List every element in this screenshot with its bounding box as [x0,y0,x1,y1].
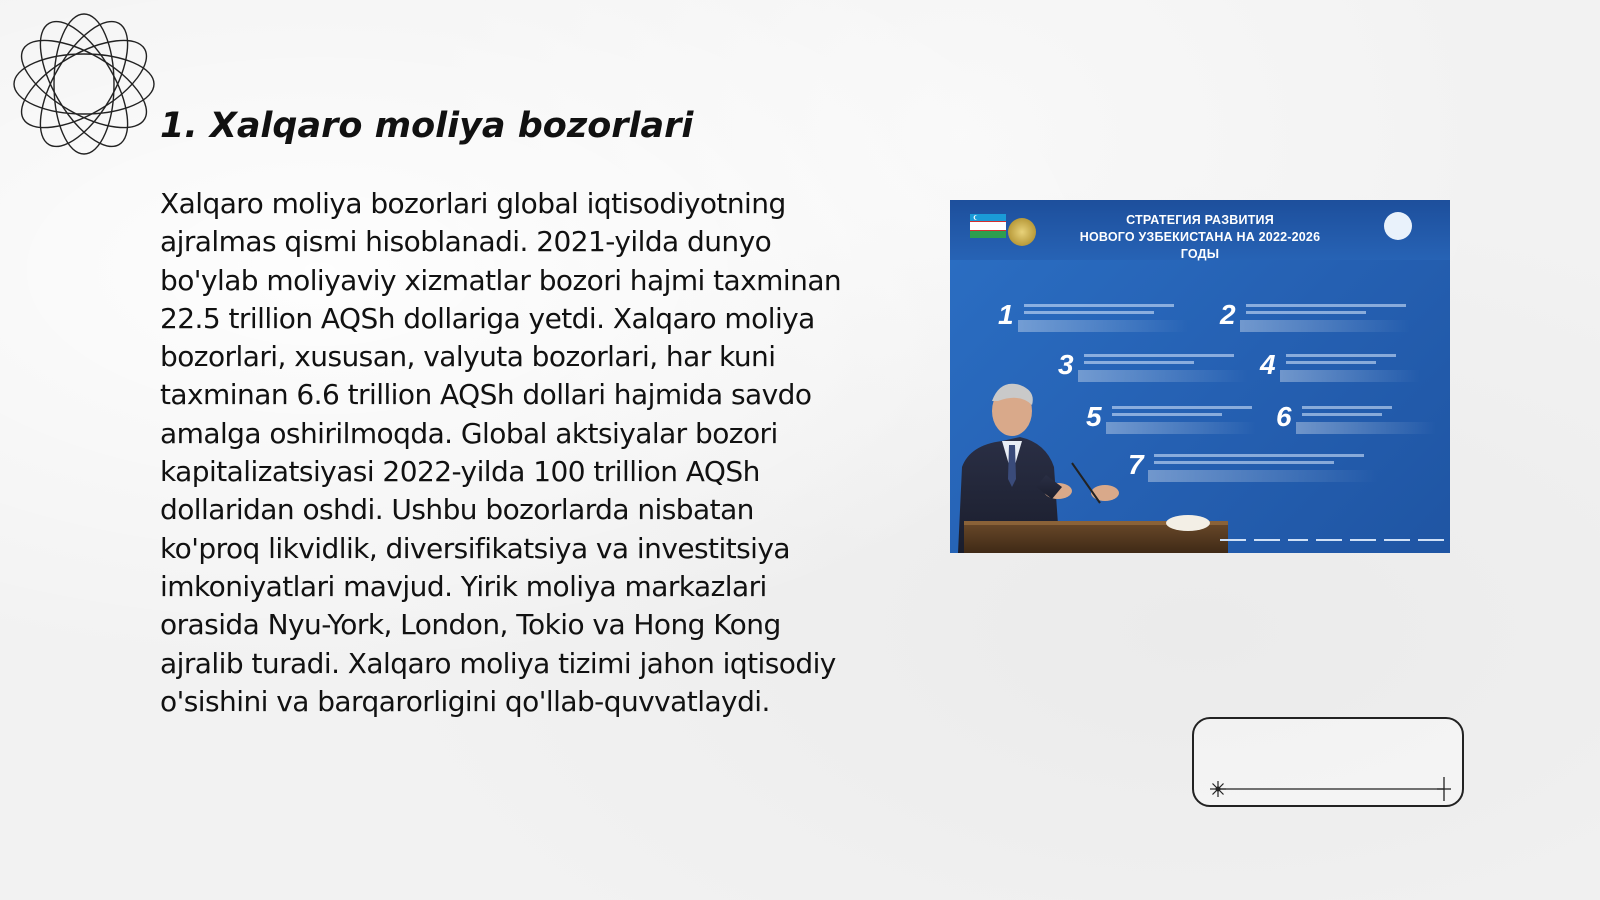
poster-point-number: 4 [1260,349,1276,380]
ornament-icon [10,10,158,158]
poster-point [998,298,1198,332]
decorative-card [1192,717,1464,807]
speaker-photo [950,375,1230,553]
slide-body-text: Xalqaro moliya bozorlari global iqtisodiyotning ajralmas qismi hisoblanadi. 2021-yilda dunyo bo'ylab moliyaviy xizmatlar bozori hajmi taxminan 22.5 trillion AQSh dollariga yetdi. Xalqaro moliya bozorlari, xususan, valyuta bozorlari, har kuni taxminan 6.6 trillion AQSh dollari hajmida savdo amalga oshirilmoqda. Global aktsiyalar bozori kapitalizatsiyasi 2022-yilda 100 trillion AQSh dollaridan oshdi. Ushbu bozorlarda nisbatan ko'proq likvidlik, diversifikatsiya va investitsiya imkoniyatlari mavjud. Yirik moliya markazlari orasida Nyu-York, London, Tokio va Hong Kong ajralib turadi. Xalqaro moliya tizimi jahon iqtisodiy o'sishini va barqarorligini qo'llab-quvvatlaydi. [160,187,842,718]
poster-point-number: 5 [1086,401,1102,432]
poster-footer-strip [1220,536,1445,544]
poster-point [1276,400,1436,434]
poster-point [1220,298,1430,332]
strategy-poster-image [950,200,1450,553]
poster-title-line2: НОВОГО УЗБЕКИСТАНА НА 2022-2026 ГОДЫ [1079,230,1321,261]
poster-point-number: 6 [1276,401,1292,432]
uzbekistan-flag-icon [970,214,1006,238]
poster-point [1260,348,1430,382]
poster-title [1060,212,1340,263]
decorative-line-icon [1194,719,1466,809]
poster-point-number: 2 [1220,299,1236,330]
poster-point-number: 3 [1058,349,1074,380]
slide-title: 1. Xalqaro moliya bozorlari [160,106,694,146]
poster-point-number: 7 [1128,449,1144,480]
poster-point-number: 1 [998,299,1014,330]
poster-title-line1: СТРАТЕГИЯ РАЗВИТИЯ [1126,213,1274,227]
state-emblem-icon [1008,218,1036,246]
strategy-logo-icon [1384,212,1412,240]
